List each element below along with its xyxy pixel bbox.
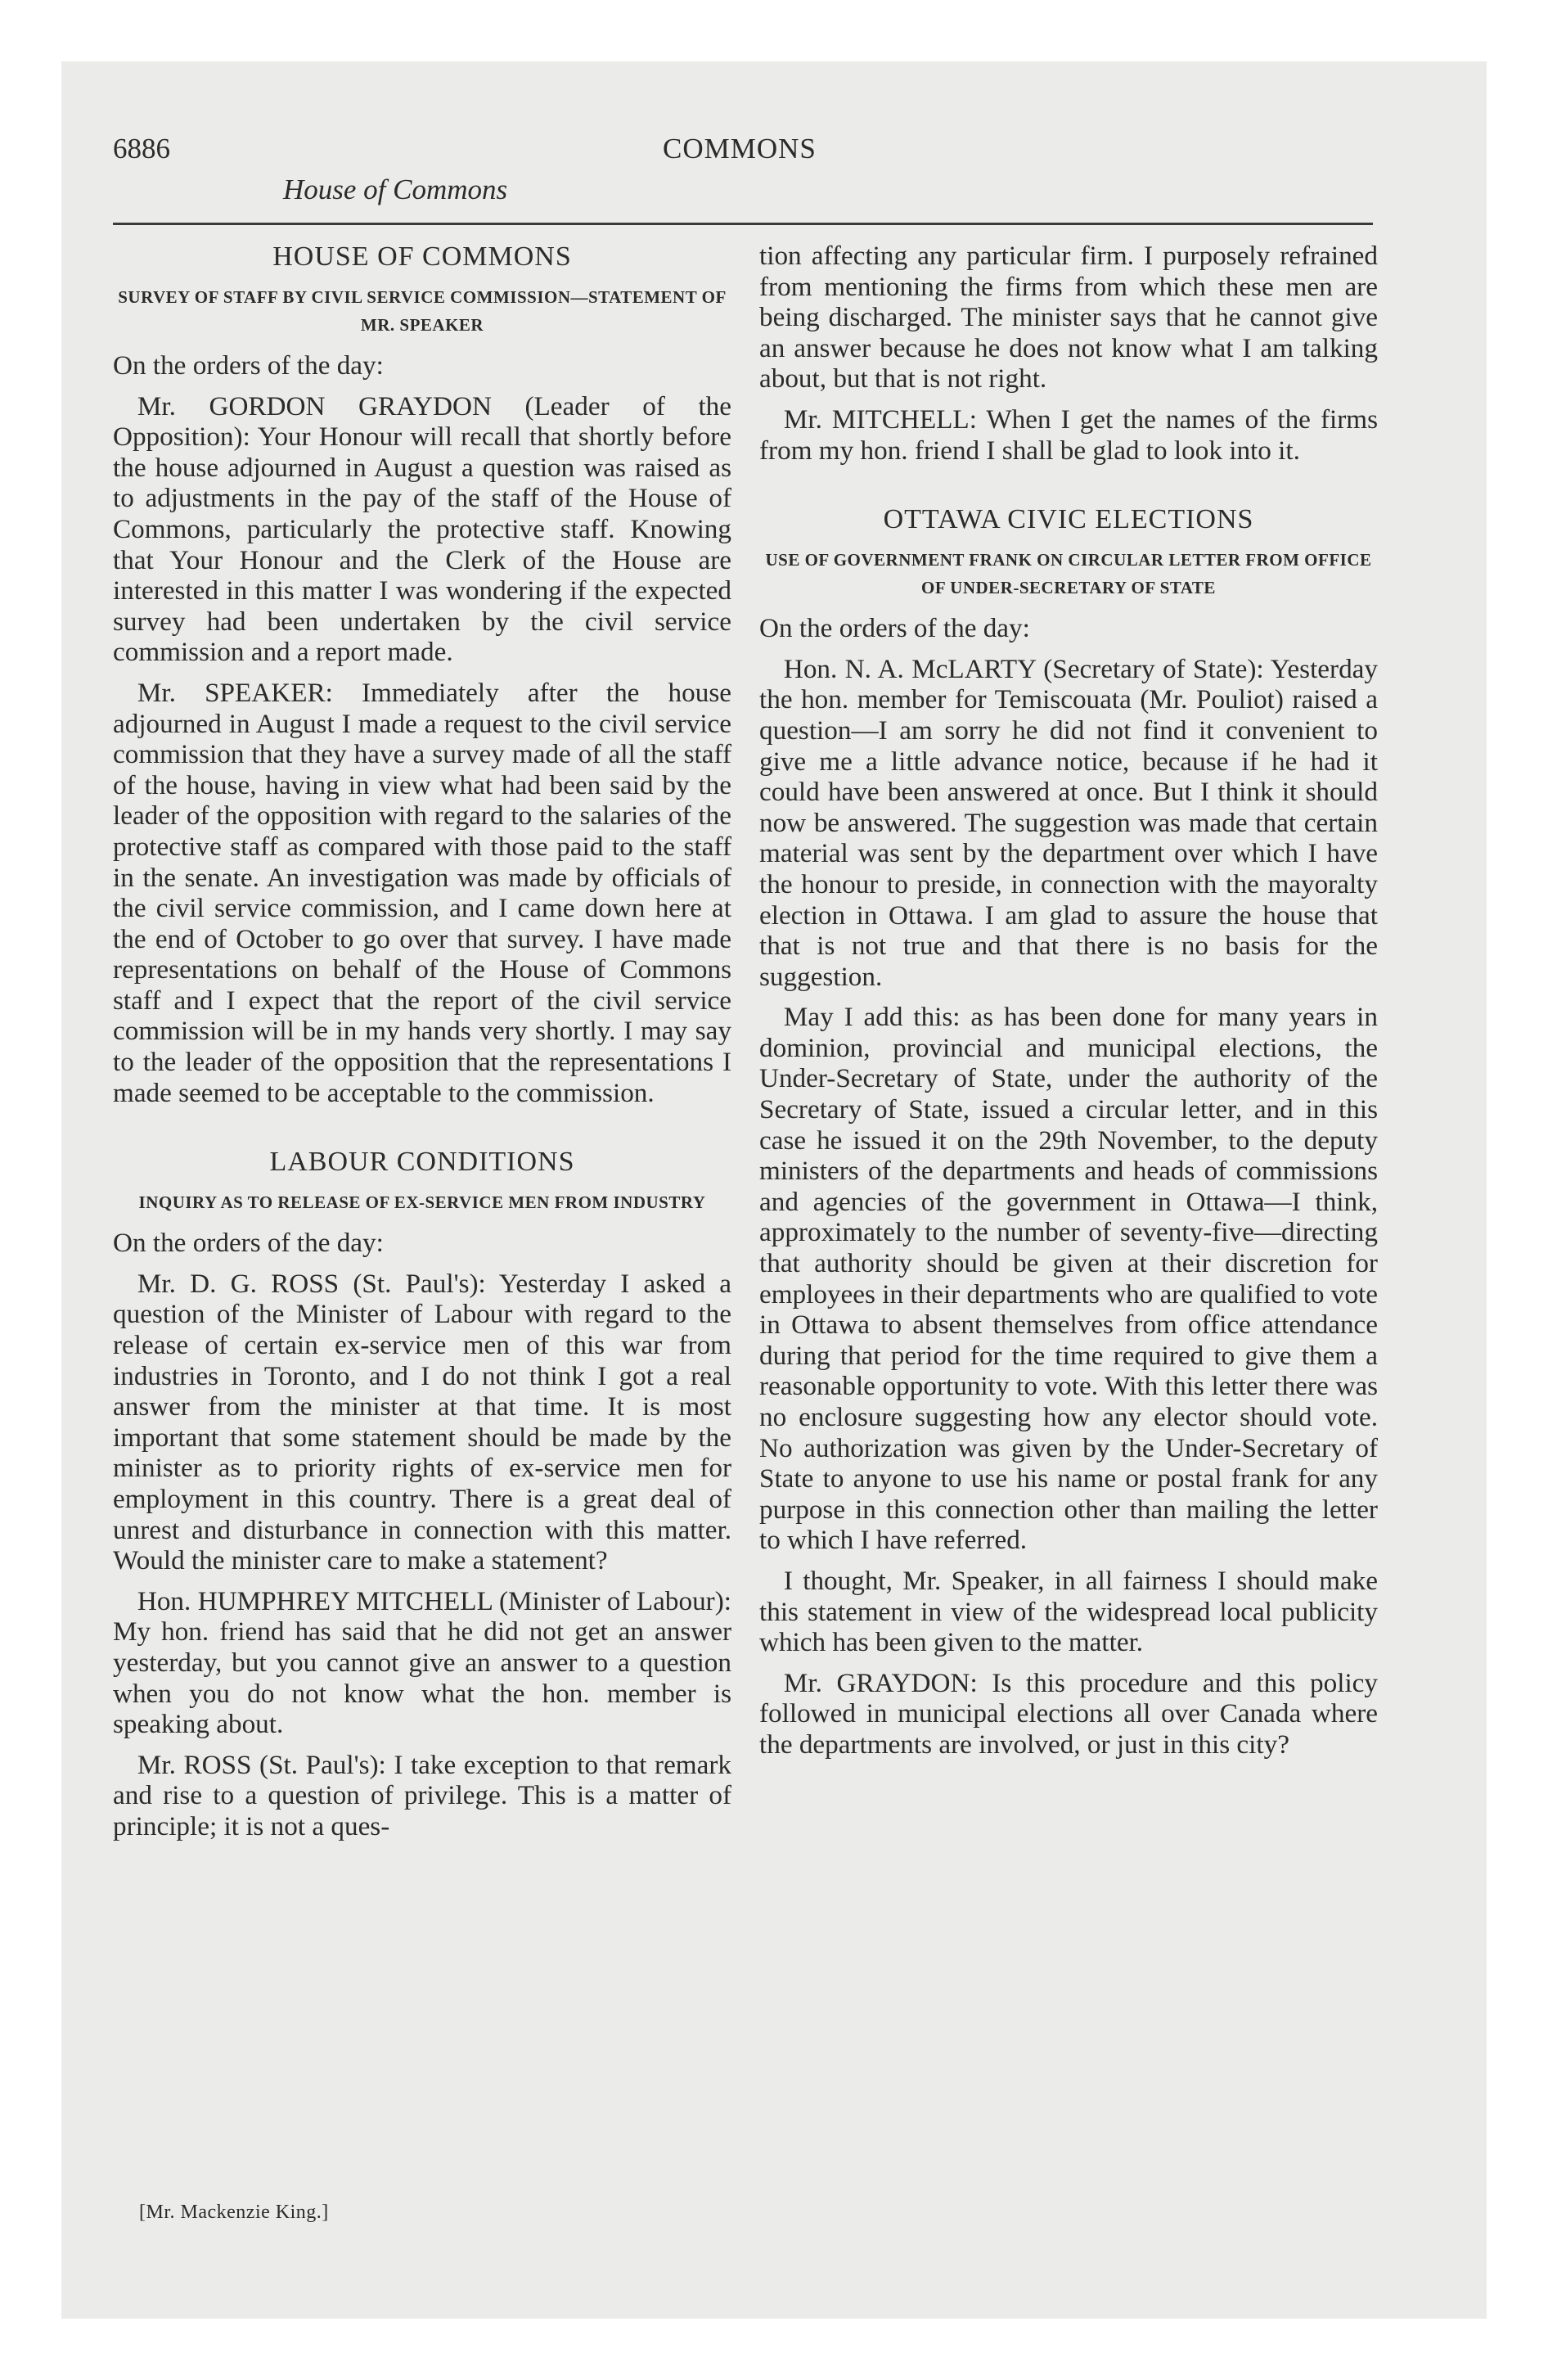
paragraph: Mr. GORDON GRAYDON (Leader of the Opposition): Your Honour will recall that shortly before the house adjourned in August a question was raised as to adjustments in the pay of the staff of the House of Commons, particularly the protective staff. Knowing that Your Honour and the Clerk of the House are interested in this matter I was wondering if the expected survey had been undertaken by the civil service commission and a report made. [113, 390, 731, 668]
left-column [113, 241, 731, 2221]
paragraph: On the orders of the day: [759, 613, 1030, 644]
paragraph: Mr. D. G. ROSS (St. Paul's): Yesterday I asked a question of the Minister of Labour with regard to the release of certain ex-service men of this war from industries in Toronto, and I do not think I got a real answer from the minister at that time. It is most important that some statement should be made by the minister as to priority rights of ex-service men for employment in this country. There is a great deal of unrest and disturbance in connection with this matter. Would the minister care to make a statement? [113, 1268, 731, 1576]
section-title: HOUSE OF COMMONS [272, 241, 572, 272]
footnote: [Mr. Mackenzie King.] [139, 2202, 329, 2223]
page-number: 6886 [113, 133, 170, 165]
paragraph: Hon. N. A. McLARTY (Secretary of State): Yesterday the hon. member for Temiscouata (Mr. Pouliot) raised a question—I am sorry he did not find it convenient to give me a little advance notice, because if he had it could have been answered at once. But I think it should now be answered. The suggestion was made that certain material was sent by the department over which I have the honour to preside, in connection with the mayoralty election in Ottawa. I am glad to assure the house that that is not true and that there is no basis for the suggestion. [759, 653, 1378, 992]
paragraph: Mr. GRAYDON: Is this procedure and this policy followed in municipal elections all over Canada where the departments are involved, or just in this city? [759, 1667, 1378, 1760]
paragraph: On the orders of the day: [113, 1228, 384, 1259]
section-subtitle: USE OF GOVERNMENT FRANK ON CIRCULAR LETTER FROM OFFICE OF UNDER-SECRETARY OF STATE [765, 550, 1372, 598]
paragraph: May I add this: as has been done for many years in dominion, provincial and municipal elections, the Under-Secretary of State, under the authority of the Secretary of State, issued a circular letter, and in this case he issued it on the 29th November, to the deputy ministers of the departments and heads of commissions and agencies of the government in Ottawa—I think, approximately to the number of seventy-five—directing that authority should be given at their discretion for employees in their departments who are qualified to vote in Ottawa to absent themselves from office attendance during that period for the time required to give them a reasonable opportunity to vote. With this letter there was no enclosure suggesting how any elector should vote. No authorization was given by the Under-Secretary of State to anyone to use his name or postal frank for any purpose in this connection other than mailing the letter to which I have referred. [759, 1002, 1378, 1556]
paragraph: Mr. SPEAKER: Immediately after the house adjourned in August I made a request to the civil service commission that they have a survey made of all the staff of the house, having in view what had been said by the leader of the opposition with regard to the salaries of the protective staff as compared with those paid to the staff in the senate. An investigation was made by officials of the civil service commission, and I came down here at the end of October to go over that survey. I have made representations on behalf of the House of Commons staff and I expect that the report of the civil service commission will be in my hands very shortly. I may say to the leader of the opposition that the representations I made seemed to be acceptable to the commission. [113, 677, 731, 1108]
section-title: OTTAWA CIVIC ELECTIONS [883, 504, 1254, 535]
header-rule [113, 223, 1373, 225]
right-column [759, 241, 1378, 2221]
paragraph: tion affecting any particular firm. I purposely refrained from mentioning the firms from which these men are being discharged. The minister says that he cannot give an answer because he does not know what I am talking about, but that is not right. [759, 241, 1378, 394]
paragraph: Hon. HUMPHREY MITCHELL (Minister of Labour): My hon. friend has said that he did not get an answer yesterday, but you cannot give an answer to a question when you do not know what the hon. member is speaking about. [113, 1585, 731, 1740]
section-subtitle: SURVEY OF STAFF BY CIVIL SERVICE COMMISSION—STATEMENT OF MR. SPEAKER [118, 287, 727, 335]
section-subtitle: INQUIRY AS TO RELEASE OF EX-SERVICE MEN FROM INDUSTRY [138, 1192, 706, 1213]
running-subtitle: House of Commons [283, 174, 508, 205]
section-title: LABOUR CONDITIONS [269, 1147, 575, 1178]
paragraph: Mr. MITCHELL: When I get the names of the firms from my hon. friend I shall be glad to look into it. [759, 403, 1378, 466]
paragraph: On the orders of the day: [113, 350, 384, 381]
paragraph: Mr. ROSS (St. Paul's): I take exception to that remark and rise to a question of privilege. This is a matter of principle; it is not a ques- [113, 1749, 731, 1841]
section-gap [113, 1118, 731, 1146]
section-gap [759, 476, 1378, 503]
paragraph: I thought, Mr. Speaker, in all fairness I should make this statement in view of the widespread local publicity which has been given to the matter. [759, 1565, 1378, 1658]
running-title: COMMONS [663, 133, 817, 165]
